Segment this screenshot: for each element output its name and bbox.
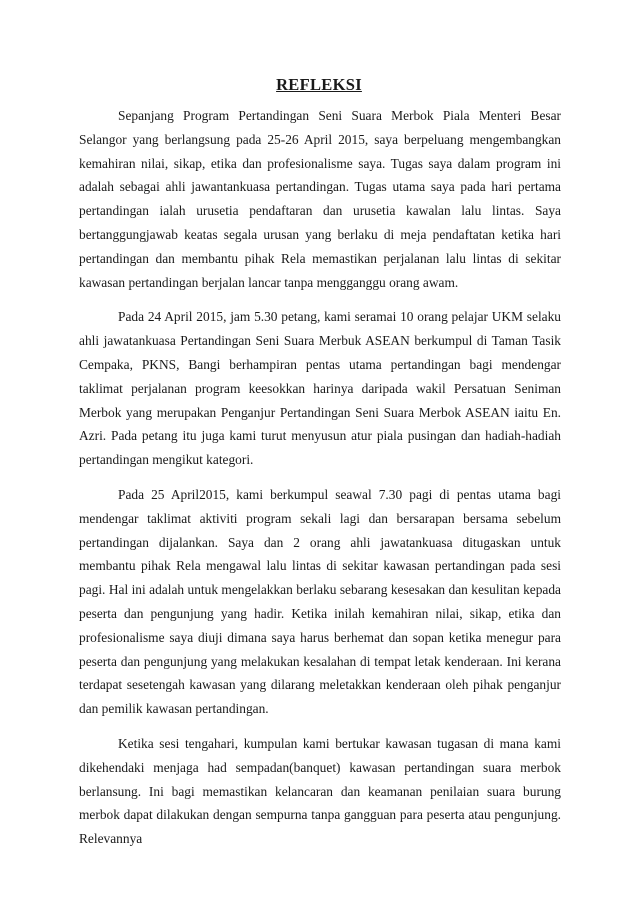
paragraph-2: Pada 24 April 2015, jam 5.30 petang, kami seramai 10 orang pelajar UKM selaku ahli jawatankuasa Pertandingan Seni Suara Merbuk ASEAN berkumpul di Taman Tasik Cempaka, PKNS, Bangi berhampiran pentas utama pertandingan bagi mendengar taklimat perjalanan program keesokkan harinya daripada wakil Persatuan Seniman Merbok yang merupakan Penganjur Pertandingan Seni Suara Merbok ASEAN iaitu En. Azri. Pada petang itu juga kami turut menyusun atur piala pusingan dan hadiah-hadiah pertandingan mengikut kategori.: [79, 309, 561, 468]
paragraph-1: Sepanjang Program Pertandingan Seni Suara Merbok Piala Menteri Besar Selangor yang berlangsung pada 25-26 April 2015, saya berpeluang mengembangkan kemahiran nilai, sikap, etika dan profesionalisme saya. Tugas saya dalam program ini adalah sebagai ahli jawantankuasa pertandingan. Tugas utama saya pada hari pertama pertandingan ialah urusetia pendaftaran dan urusetia kawalan lalu lintas. Saya bertanggungjawab keatas segala urusan yang berlaku di meja pendaftatan ketika hari pertandingan dan membantu pihak Rela memastikan perjalanan lalu lintas di sekitar kawasan pertandingan berjalan lancar tanpa mengganggu orang awam.: [79, 108, 561, 290]
paragraph-3: Pada 25 April2015, kami berkumpul seawal 7.30 pagi di pentas utama bagi mendengar taklimat aktiviti program sekali lagi dan bersarapan bersama sebelum pertandingan dijalankan. Saya dan 2 orang ahli jawatankuasa ditugaskan untuk membantu pihak Rela mengawal lalu lintas di sekitar kawasan pertandingan pada sesi pagi. Hal ini adalah untuk mengelakkan berlaku sebarang kesesakan dan kesulitan kepada peserta dan pengunjung yang hadir. Ketika inilah kemahiran nilai, sikap, etika dan profesionalisme saya diuji dimana saya harus berhemat dan sopan ketika menegur para peserta dan pengunjung yang melakukan kesalahan di tempat letak kenderaan. Ini kerana terdapat sesetengah kawasan yang dilarang meletakkan kenderaan oleh pihak penganjur dan pemilik kawasan pertandingan.: [79, 486, 561, 717]
document-body: [79, 104, 561, 862]
paragraph-4: Ketika sesi tengahari, kumpulan kami bertukar kawasan tugasan di mana kami dikehendaki menjaga had sempadan(banquet) kawasan pertandingan suara merbok berlansung. Ini bagi memastikan kelancaran dan keamanan penilaian suara burung merbok dapat dilakukan dengan sempurna tanpa gangguan para peserta atau pengunjung. Relevannya: [79, 735, 561, 847]
page-title: REFLEKSI: [276, 75, 362, 94]
